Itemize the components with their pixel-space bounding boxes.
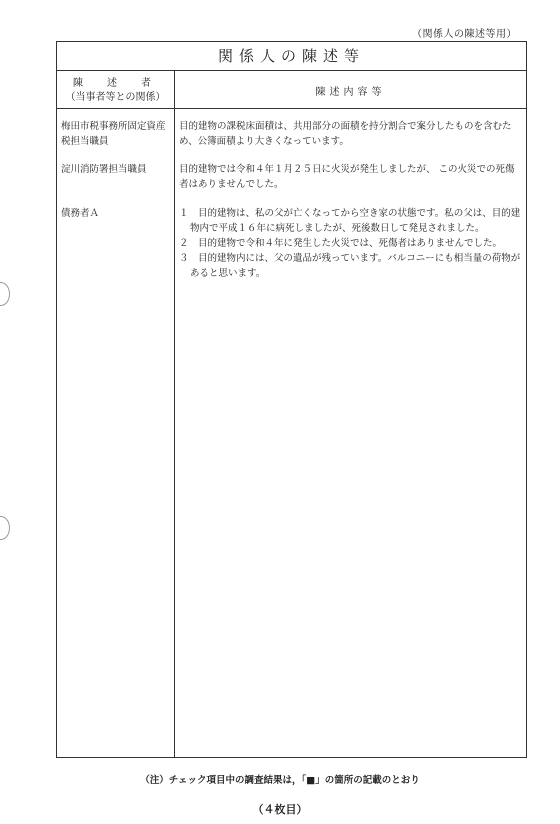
statement-cell: 目的建物の課税床面積は、共用部分の面積を持分割合で案分したものを含むため、公簿面積より大きくなっています。	[179, 121, 512, 147]
statement-cell	[179, 206, 522, 281]
form-type-note: （関係人の陳述等用）	[412, 29, 517, 40]
statement-item: ３ 目的建物内には、父の遺品が残っています。バルコニーにも相当量の荷物があると思います。	[179, 253, 521, 279]
binder-hole-top	[0, 282, 10, 306]
speaker-cell: 淀川消防署担当職員	[61, 164, 147, 175]
column-header-row	[57, 70, 526, 109]
page-number: （４枚目）	[252, 803, 308, 816]
column-divider	[174, 70, 175, 757]
speaker-column-header	[57, 77, 174, 105]
table-title: 関係人の陳述等	[57, 42, 526, 71]
statement-column-header: 陳述内容等	[315, 87, 386, 98]
speaker-cell: 債務者Ａ	[61, 208, 100, 219]
statement-cell: 目的建物では令和４年１月２５日に火災が発生しましたが、 この火災での死傷者はありませんでした。	[179, 164, 515, 190]
statement-table	[56, 41, 527, 758]
binder-hole-bottom	[0, 516, 10, 540]
speaker-cell: 梅田市税事務所固定資産税担当職員	[61, 121, 166, 147]
speaker-header-label: 陳 述 者	[73, 78, 158, 89]
speaker-header-sublabel: （当事者等との関係）	[65, 92, 166, 103]
footnote: （注）チェック項目中の調査結果は，「■」の箇所の記載のとおり	[140, 775, 420, 786]
statement-item: ２ 目的建物で令和４年に発生した火災では、死傷者はありませんでした。	[179, 238, 503, 249]
statement-item: １ 目的建物は、私の父が亡くなってから空き家の状態です。私の父は、目的建物内で平成１６年に病死しましたが、死後数日して発見されました。	[179, 208, 521, 234]
